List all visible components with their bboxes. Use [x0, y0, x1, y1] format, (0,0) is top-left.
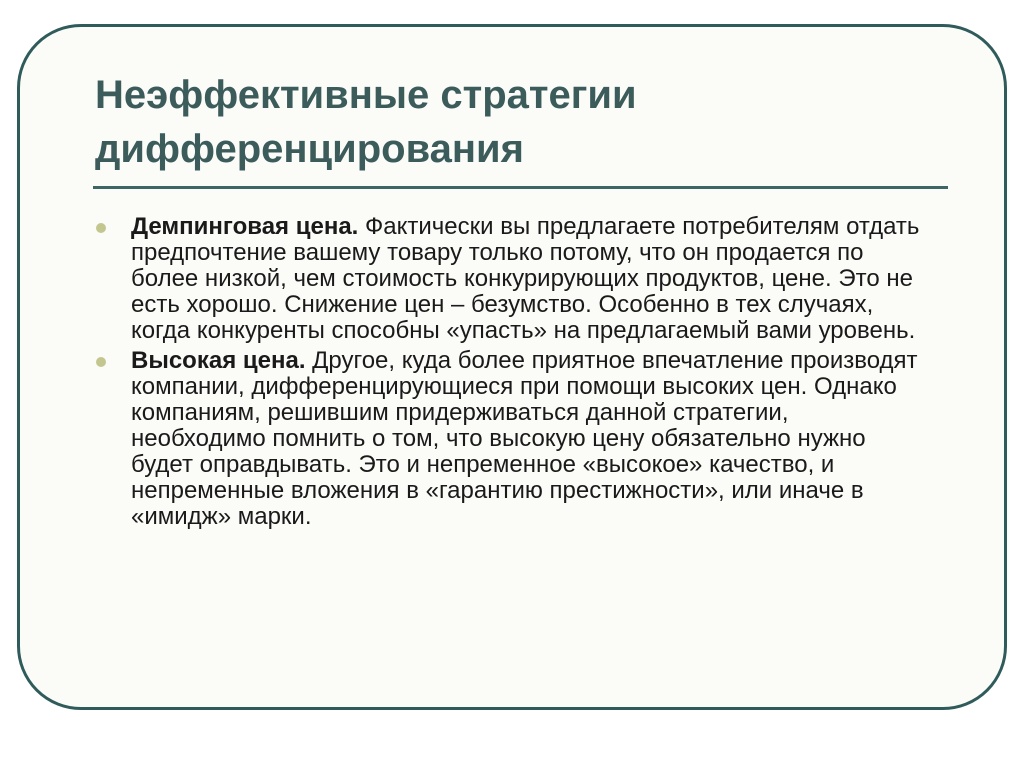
list-item: [95, 214, 925, 344]
bullet-text: Фактически вы предлагаете потребителям отдать предпочтение вашему товару только потому, что он продается по более низкой, чем стоимость конкурирующих продуктов, цене. Это не есть хорошо. Снижение цен – безумство. Особенно в тех случаях, когда конкуренты способны «упасть» на предлагаемый вами уровень.: [131, 213, 920, 344]
slide-title: Неэффективные стратегии дифференцирования: [95, 73, 637, 171]
bullet-text: Другое, куда более приятное впечатление производят компании, дифференцирующиеся при помощи высоких цен. Однако компаниям, решившим придерживаться данной стратегии, необходимо помнить о том, что высокую цену обязательно нужно будет оправдывать. Это и непременное «высокое» качество, и непременные вложения в «гарантию престижности», или иначе в «имидж» марки.: [131, 347, 918, 530]
list-item: [95, 348, 925, 530]
bullet-term: Демпинговая цена.: [131, 213, 359, 240]
bullet-dot-icon: [96, 223, 106, 233]
title-divider: [93, 186, 948, 189]
bullet-term: Высокая цена.: [131, 347, 306, 374]
bullet-list: [95, 214, 925, 534]
bullet-dot-icon: [96, 357, 106, 367]
